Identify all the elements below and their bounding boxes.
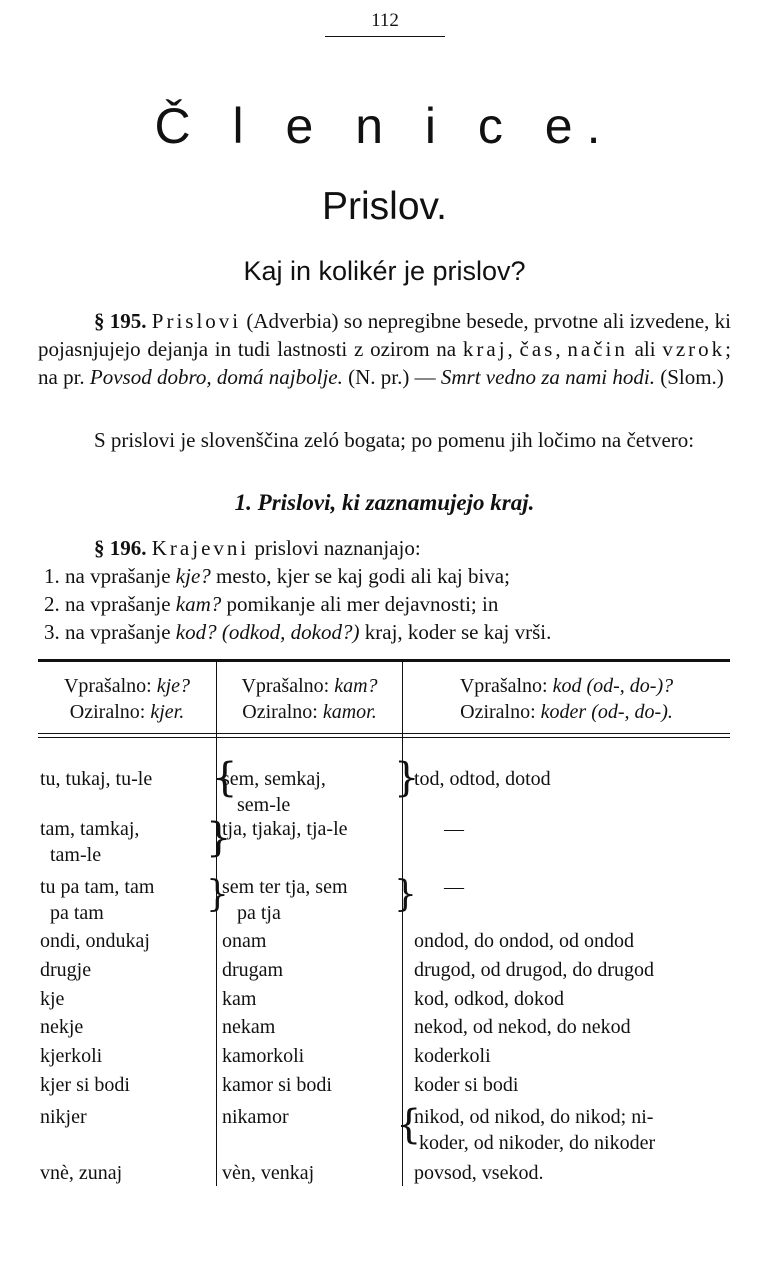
column-divider [216, 662, 217, 1186]
brace-right: } [206, 874, 229, 915]
table-cell: tu pa tam, tam pa tam [40, 876, 155, 924]
table-cell: tam, tamkaj, tam-le [40, 818, 140, 866]
table-cell: tu, tukaj, tu-le [40, 768, 153, 790]
text-run: ; na pr. [38, 337, 731, 389]
table-cell: kamor si bodi [222, 1074, 332, 1096]
table-cell: drugam [222, 959, 284, 981]
text-run: S prislovi je slovenščina zeló bogata; po pomenu jih ločimo na četvero: [94, 428, 695, 452]
page-number: 112 [325, 10, 445, 37]
term-prislovi: Prislovi [151, 309, 242, 333]
table-cell: kam [222, 988, 257, 1010]
table-cell: ondod, do ondod, od ondod [414, 930, 634, 952]
table-cell: nikamor [222, 1106, 289, 1128]
table-cell: tod, odtod, dotod [414, 768, 551, 790]
example-text: Povsod dobro, domá najbolje. [89, 365, 343, 389]
list-item: 1. na vprašanje kje? mesto, kjer se kaj godi ali kaj biva; [44, 564, 510, 588]
section-title: Prislov. [322, 185, 447, 228]
table-cell: kjerkoli [40, 1045, 103, 1067]
table-cell: drugod, od drugod, do drugod [414, 959, 654, 981]
table-cell: — [444, 818, 464, 840]
table-cell: vèn, venkaj [222, 1162, 315, 1184]
section-mark: § 196. [94, 536, 147, 560]
table-cell: sem ter tja, sem pa tja [222, 876, 348, 924]
example-text: Smrt vedno za nami hodi. [440, 365, 655, 389]
text-run: , [555, 337, 568, 361]
table-cell: vnè, zunaj [40, 1162, 123, 1184]
table-header-rule [38, 737, 730, 738]
term-kraj: kraj [462, 337, 508, 361]
table-cell: tja, tjakaj, tja-le [222, 818, 348, 840]
table-cell: kod, odkod, dokod [414, 988, 564, 1010]
section-heading: Kaj in kolikér je prislov? [243, 256, 526, 286]
table-cell: onam [222, 930, 267, 952]
list-item: 2. na vprašanje kam? pomikanje ali mer dejavnosti; in [44, 592, 499, 616]
term-vzrok: vzrok [662, 337, 726, 361]
table-cell: kamorkoli [222, 1045, 305, 1067]
table-top-rule [38, 659, 730, 662]
table-cell: ondi, ondukaj [40, 930, 150, 952]
text-run: prislovi naznanjajo: [249, 536, 421, 560]
brace-left: { [396, 1102, 422, 1148]
text-run: (N. pr.) — [342, 365, 441, 389]
section-mark: § 195. [94, 309, 147, 333]
list-item: 3. na vprašanje kod? (odkod, dokod?) kraj, koder se kaj vrši. [44, 620, 552, 644]
term-nacin: način [567, 337, 628, 361]
table-cell: povsod, vsekod. [414, 1162, 544, 1184]
text-run: , [507, 337, 520, 361]
table-cell: nikod, od nikod, do nikod; ni- koder, od nikoder, do nikoder [414, 1106, 656, 1154]
chapter-title: Č l e n i c e. [154, 98, 615, 154]
column-header-kje: Vprašalno: kje? Oziralno: kjer. [63, 675, 191, 723]
table-cell: kjer si bodi [40, 1074, 130, 1096]
table-cell: — [444, 876, 464, 898]
table-cell: nekam [222, 1016, 276, 1038]
column-header-kam: Vprašalno: kam? Oziralno: kamor. [241, 675, 378, 723]
table-cell: koder si bodi [414, 1074, 519, 1096]
table-cell: sem, semkaj, sem-le [222, 768, 326, 816]
term-cas: čas [519, 337, 556, 361]
brace-right: } [206, 815, 232, 861]
table-cell: nekod, od nekod, do nekod [414, 1016, 631, 1038]
text-run: (Slom.) [654, 365, 724, 389]
column-header-kod: Vprašalno: kod (od-, do-)? Oziralno: koder (od-, do-). [459, 675, 674, 723]
subsection-heading: 1. Prislovi, ki zaznamujejo kraj. [234, 490, 535, 515]
text-run: (Adverbia) so nepregibne besede, prvotne ali izvedene, ki pojasnjujejo dejanja in tudi lastnosti z ozirom na [38, 309, 732, 361]
paragraph-intro [38, 426, 731, 454]
brace-right: } [394, 874, 417, 915]
brace-left: { [212, 755, 238, 801]
term-krajevni: Krajevni [151, 536, 250, 560]
table-cell: nekje [40, 1016, 84, 1038]
table-header-rule [38, 733, 730, 734]
table-cell: koderkoli [414, 1045, 491, 1067]
table-cell: kje [40, 988, 65, 1010]
text-run: ali [627, 337, 663, 361]
paragraph-196 [38, 534, 731, 646]
brace-right: } [394, 755, 420, 801]
table-cell: drugje [40, 959, 92, 981]
table-cell: nikjer [40, 1106, 87, 1128]
paragraph-195 [38, 307, 731, 391]
